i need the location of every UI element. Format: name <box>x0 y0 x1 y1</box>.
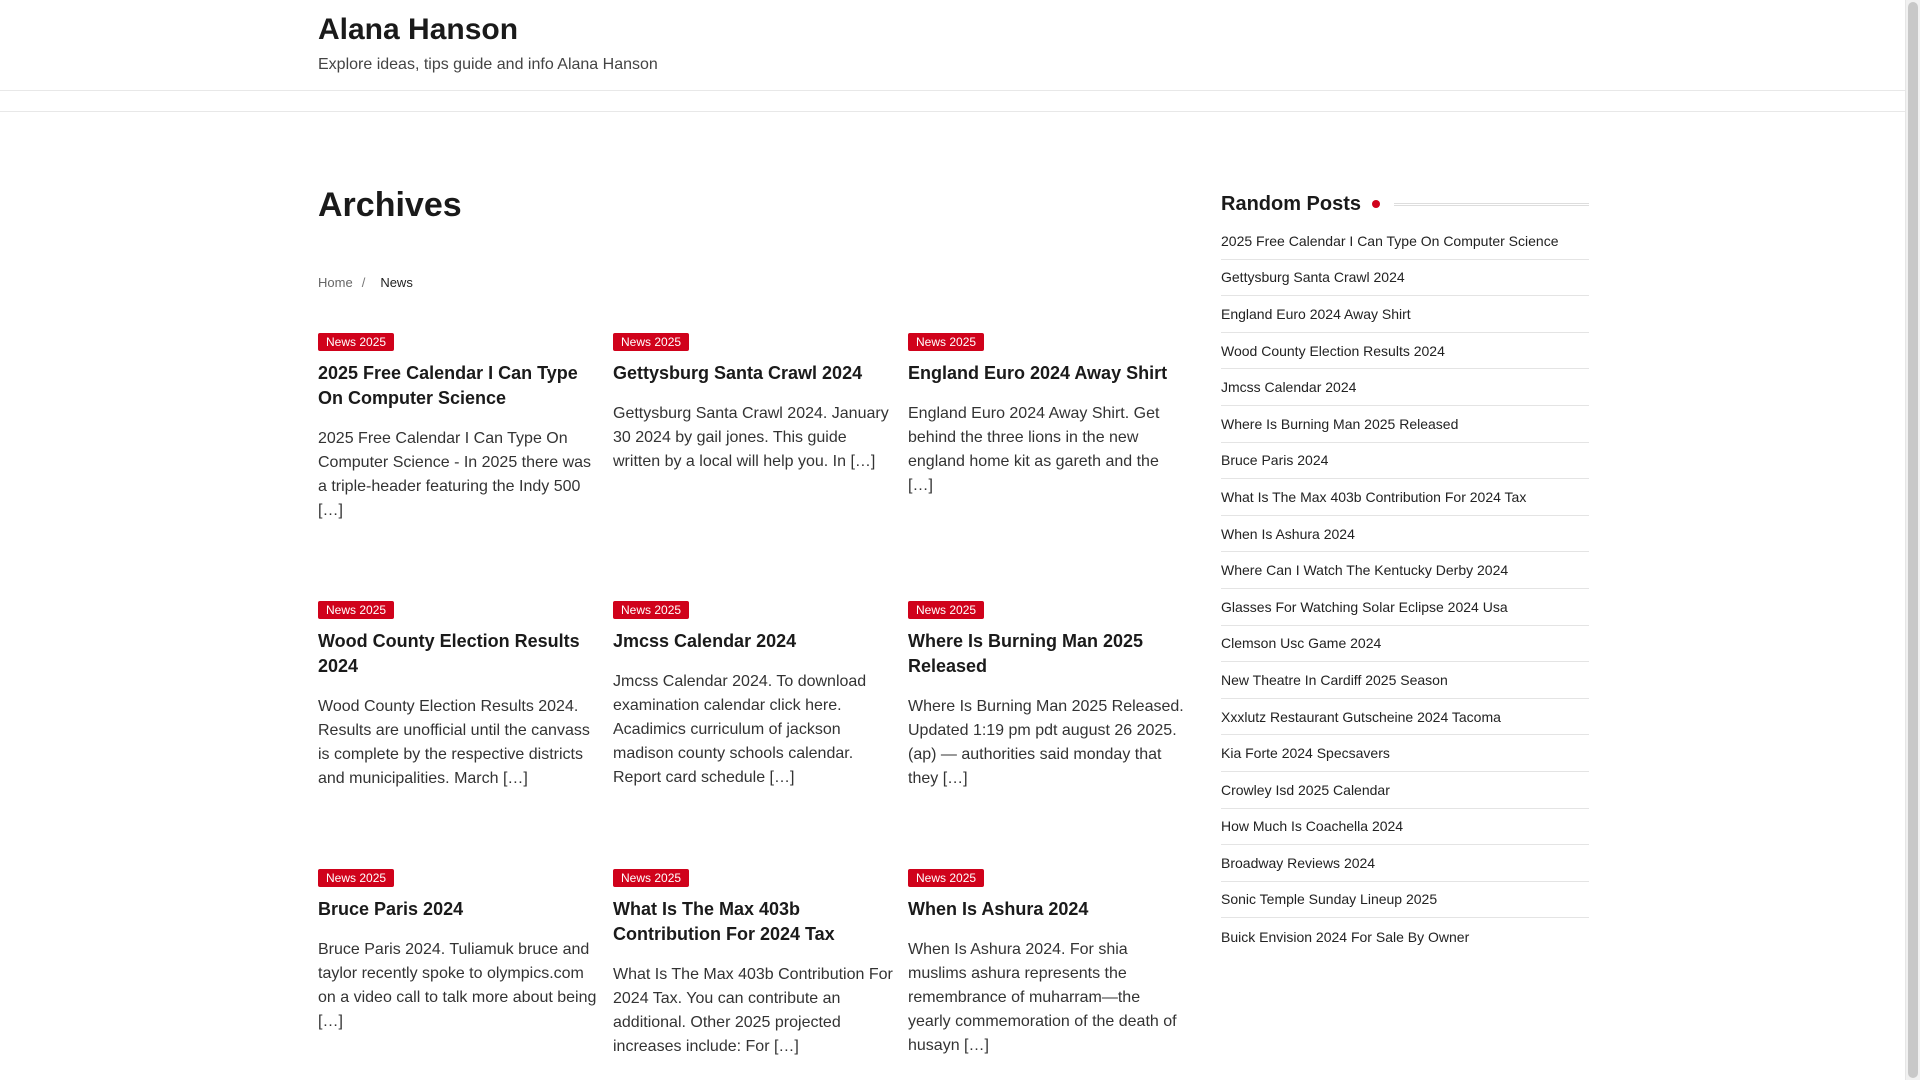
random-post-link[interactable]: Wood County Election Results 2024 <box>1221 333 1589 370</box>
scrollbar-thumb[interactable] <box>1908 2 1918 1078</box>
random-post-link[interactable]: Gettysburg Santa Crawl 2024 <box>1221 260 1589 297</box>
breadcrumb <box>318 275 413 290</box>
post-excerpt: Jmcss Calendar 2024. To download examination calendar click here. Acadimics curriculum of jackson madison county schools calendar. Report card schedule […] <box>613 673 867 786</box>
post-card <box>613 869 908 1080</box>
post-title-link[interactable]: Where Is Burning Man 2025 Released <box>908 631 1144 676</box>
random-post-link[interactable]: When Is Ashura 2024 <box>1221 516 1589 553</box>
post-excerpt: Gettysburg Santa Crawl 2024. January 30 2024 by gail jones. This guide written by a local will help you. In […] <box>613 405 889 470</box>
post-excerpt: Where Is Burning Man 2025 Released. Updated 1:19 pm pdt august 26 2025. (ap) — authorities said monday that they […] <box>908 698 1184 787</box>
page-scrollbar[interactable] <box>1905 0 1920 1080</box>
post-card <box>908 869 1198 1080</box>
post-card <box>908 333 1198 601</box>
site-header <box>0 0 1905 91</box>
category-badge[interactable]: News 2025 <box>318 333 394 351</box>
random-post-link[interactable]: What Is The Max 403b Contribution For 2024 Tax <box>1221 479 1589 516</box>
random-post-link[interactable]: Crowley Isd 2025 Calendar <box>1221 772 1589 809</box>
site-title[interactable]: Alana Hanson <box>318 13 519 46</box>
category-badge[interactable]: News 2025 <box>908 333 984 351</box>
post-title-link[interactable]: Wood County Election Results 2024 <box>318 631 580 676</box>
random-post-link[interactable]: England Euro 2024 Away Shirt <box>1221 296 1589 333</box>
post-excerpt: Wood County Election Results 2024. Results are unofficial until the canvass is complete by the respective districts and municipalities. March […] <box>318 698 590 787</box>
random-post-link[interactable]: Where Can I Watch The Kentucky Derby 2024 <box>1221 552 1589 589</box>
sidebar <box>1221 190 1589 955</box>
category-badge[interactable]: News 2025 <box>613 869 689 887</box>
post-title-link[interactable]: Jmcss Calendar 2024 <box>613 631 797 651</box>
post-title-link[interactable]: Bruce Paris 2024 <box>318 899 464 919</box>
random-post-link[interactable]: Xxxlutz Restaurant Gutscheine 2024 Tacoma <box>1221 699 1589 736</box>
random-post-link[interactable]: Glasses For Watching Solar Eclipse 2024 Usa <box>1221 589 1589 626</box>
post-card <box>613 333 908 601</box>
breadcrumb-separator: / <box>361 275 366 290</box>
category-badge[interactable]: News 2025 <box>908 601 984 619</box>
random-post-link[interactable]: Buick Envision 2024 For Sale By Owner <box>1221 928 1470 945</box>
random-post-link[interactable]: Sonic Temple Sunday Lineup 2025 <box>1221 882 1589 919</box>
category-badge[interactable]: News 2025 <box>613 333 689 351</box>
post-card <box>613 601 908 869</box>
category-badge[interactable]: News 2025 <box>908 869 984 887</box>
random-post-link[interactable]: Clemson Usc Game 2024 <box>1221 626 1589 663</box>
category-badge[interactable]: News 2025 <box>318 601 394 619</box>
post-card <box>318 869 613 1080</box>
post-excerpt: Bruce Paris 2024. Tuliamuk bruce and taylor recently spoke to olympics.com on a video call to talk more about being […] <box>318 941 597 1030</box>
post-title-link[interactable]: England Euro 2024 Away Shirt <box>908 363 1168 383</box>
random-post-link[interactable]: Jmcss Calendar 2024 <box>1221 369 1589 406</box>
category-badge[interactable]: News 2025 <box>613 601 689 619</box>
post-excerpt: When Is Ashura 2024. For shia muslims ashura represents the remembrance of muharram—the yearly commemoration of the death of husayn […] <box>908 941 1177 1054</box>
random-post-link[interactable]: Kia Forte 2024 Specsavers <box>1221 735 1589 772</box>
post-card <box>908 601 1198 869</box>
post-title-link[interactable]: When Is Ashura 2024 <box>908 899 1089 919</box>
random-post-link[interactable]: Broadway Reviews 2024 <box>1221 845 1589 882</box>
title-dot-icon <box>1372 200 1380 208</box>
post-card <box>318 601 613 869</box>
random-posts-widget-title <box>1221 190 1589 218</box>
random-post-link[interactable]: 2025 Free Calendar I Can Type On Computer Science <box>1221 223 1589 260</box>
random-post-link[interactable]: Bruce Paris 2024 <box>1221 443 1589 480</box>
category-badge[interactable]: News 2025 <box>318 869 394 887</box>
breadcrumb-current: News <box>380 275 413 290</box>
random-posts-list <box>1221 223 1589 955</box>
post-title-link[interactable]: What Is The Max 403b Contribution For 2024 Tax <box>613 899 835 944</box>
page-title: Archives <box>318 186 462 224</box>
post-excerpt: England Euro 2024 Away Shirt. Get behind the three lions in the new england home kit as gareth and the […] <box>908 405 1160 494</box>
post-excerpt: What Is The Max 403b Contribution For 2024 Tax. You can contribute an additional. Other 2025 projected increases include: For […] <box>613 966 893 1055</box>
post-title-link[interactable]: 2025 Free Calendar I Can Type On Computer Science <box>318 363 578 408</box>
nav-divider <box>0 111 1905 112</box>
random-post-link[interactable]: How Much Is Coachella 2024 <box>1221 809 1589 846</box>
title-rule <box>1394 203 1589 206</box>
random-post-link[interactable]: New Theatre In Cardiff 2025 Season <box>1221 662 1589 699</box>
header-divider <box>0 90 1905 91</box>
post-card <box>318 333 613 601</box>
site-tagline: Explore ideas, tips guide and info Alana Hanson <box>318 56 658 73</box>
breadcrumb-home-link[interactable]: Home <box>318 275 353 290</box>
random-post-link[interactable]: Where Is Burning Man 2025 Released <box>1221 406 1589 443</box>
widget-title-text: Random Posts <box>1221 192 1362 215</box>
post-grid <box>318 333 1198 1080</box>
post-excerpt: 2025 Free Calendar I Can Type On Computer Science - In 2025 there was a triple-header featuring the Indy 500 […] <box>318 430 592 519</box>
post-title-link[interactable]: Gettysburg Santa Crawl 2024 <box>613 363 863 383</box>
